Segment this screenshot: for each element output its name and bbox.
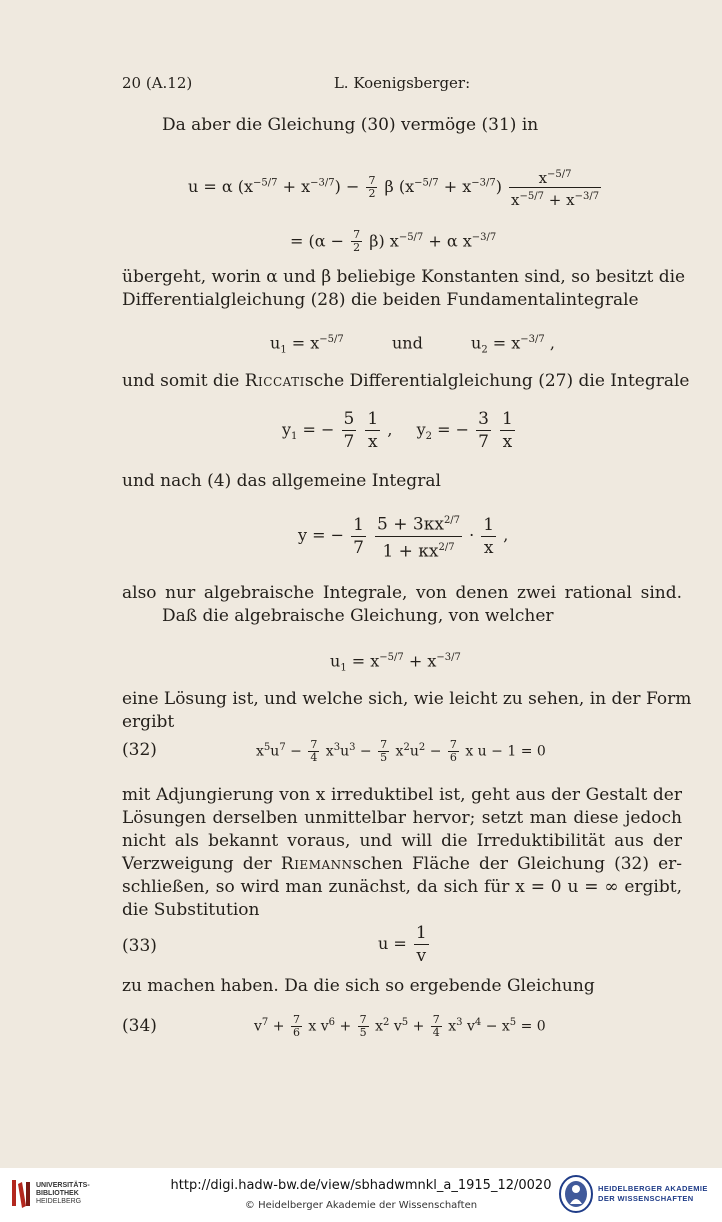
name-riccati: Riccati [244, 371, 305, 391]
und-word: und [391, 333, 423, 353]
equation-number-33: (33) [122, 936, 157, 956]
text-line: Differentialgleichung (28) die beiden Fundamentalintegrale [122, 290, 639, 310]
text-line: eine Lösung ist, und welche sich, wie leicht zu sehen, in der Form [122, 689, 692, 709]
digitization-footer [0, 1168, 722, 1222]
text-line: nicht als bekannt voraus, und will die Irreduktibilität aus der [122, 831, 682, 851]
page-number: 20 (A.12) [122, 74, 193, 92]
equation-general-integral: y = − $\frac{1}{7}$ $\frac{5 + 3\kappa x^{2/7}}{1 + \kappa x^{2/7}}$ · $\frac{1}{x}$ , [298, 514, 509, 562]
copyright-notice: © Heidelberger Akademie der Wissenschaften [244, 1200, 478, 1211]
text-line: schließen, so wird man zunächst, da sich für x = 0 u = ∞ ergibt, [122, 877, 682, 897]
equation-34: $v^7$ + $\frac{7}{6}$ x $v^6$ + $\frac{7}{5}$ $x^2$ $v^5$ + $\frac{7}{4}$ $x^3$ $v^4 - x^5 = 0$ [254, 1013, 546, 1040]
permalink-url[interactable]: http://digi.hadw-bw.de/view/sbhadwmnkl_a_1915_12/0020 [170, 1178, 552, 1193]
equation-32: $x^5u^7$ − $\frac{7}{4}$ $x^3u^3$ − $\frac{7}{5}$ $x^2u^2$ − $\frac{7}{6}$ x u − 1 = 0 [256, 738, 546, 765]
text-line: ergibt [122, 712, 175, 732]
equation-fundamental-integrals: $u_1 = x^{-5/7}$ und $u_2 = x^{-3/7}$ , [270, 333, 555, 356]
equation-u-expansion: u = α $(x^{-5/7} + x^{-3/7})$ − $\frac{7}{2}$ β $(x^{-5/7} + x^{-3/7})$ $\frac{x^{-5/7}}{x^{-5/7} + x^{-3/7}}$ [188, 169, 600, 209]
text-line: mit Adjungierung von x irreduktibel ist, geht aus der Gestalt der [122, 785, 682, 805]
equation-number-34: (34) [122, 1016, 157, 1036]
name-riemann: Riemann [280, 854, 353, 874]
text-line: Daß die algebraische Gleichung, von welcher [162, 606, 554, 626]
university-library-logo: UNIVERSITÄTS- BIBLIOTHEK HEIDELBERG [8, 1176, 118, 1212]
equation-u-simplified: = (α − $\frac{7}{2}$ β) $x^{-5/7} + \alpha$ $x^{-3/7}$ [290, 228, 497, 255]
text-line: übergeht, worin α und β beliebige Konstanten sind, so besitzt die [122, 267, 686, 287]
academy-logo: HEIDELBERGER AKADEMIE DER WISSENSCHAFTEN [558, 1174, 718, 1214]
text-line: zu machen haben. Da die sich so ergebende Gleichung [122, 976, 595, 996]
text-line: die Substitution [122, 900, 260, 920]
text-line: Lösungen derselben unmittelbar hervor; setzt man diese jedoch [122, 808, 682, 828]
equation-riccati-integrals: $y_1$ = − $\frac{5}{7}$ $\frac{1}{x}$ , $y_2$ = − $\frac{3}{7}$ $\frac{1}{x}$ [282, 409, 513, 452]
text-line: Verzweigung der Riemannschen Fläche der Gleichung (32) er- [122, 854, 683, 874]
running-title: L. Koenigsberger: [333, 74, 471, 92]
text-line: und nach (4) das allgemeine Integral [122, 471, 441, 491]
equation-number-32: (32) [122, 740, 157, 760]
equation-33: u = $\frac{1}{v}$ [378, 923, 427, 966]
text-line: und somit die Riccatische Differentialgleichung (27) die Integrale [122, 371, 690, 391]
equation-u1-sum: $u_1 = x^{-5/7} + x^{-3/7}$ [330, 651, 461, 674]
text-line: Da aber die Gleichung (30) vermöge (31) in [162, 115, 539, 135]
academy-seal-icon [558, 1174, 594, 1214]
text-line: also nur algebraische Integrale, von denen zwei rational sind. [122, 583, 682, 603]
